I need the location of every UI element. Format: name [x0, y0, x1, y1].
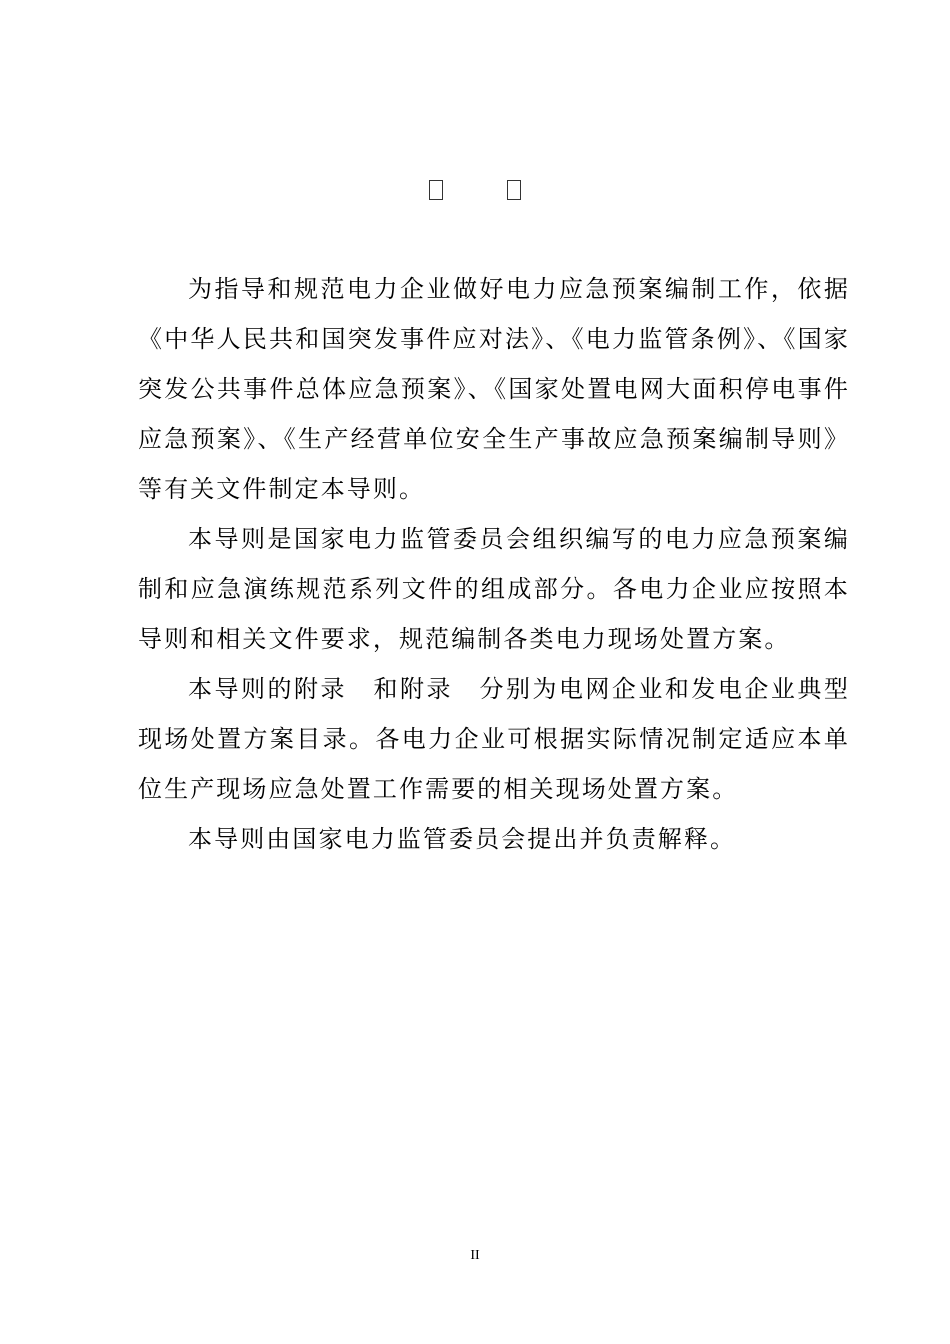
page-number: II: [470, 1248, 480, 1263]
paragraph-4: 本导则由国家电力监管委员会提出并负责解释。: [188, 825, 737, 853]
section-heading: [0, 176, 950, 204]
paragraph-1: 为指导和规范电力企业做好电力应急预案编制工作，依据《中华人民共和国突发事件应对法》、《电力监管条例》、《国家突发公共事件总体应急预案》、《国家处置电网大面积停电事件应急预案》、《生产经营单位安全生产事故应急预案编制导则》等有关文件制定本导则。: [138, 275, 850, 503]
heading-glyph-right: [507, 180, 521, 200]
heading-glyph-left: [429, 180, 443, 200]
paragraph-2: 本导则是国家电力监管委员会组织编写的电力应急预案编制和应急演练规范系列文件的组成部分。各电力企业应按照本导则和相关文件要求，规范编制各类电力现场处置方案。: [138, 525, 850, 653]
body-text: [138, 264, 850, 864]
paragraph-3: 本导则的附录 和附录 分别为电网企业和发电企业典型现场处置方案目录。各电力企业可根据实际情况制定适应本单位生产现场应急处置工作需要的相关现场处置方案。: [138, 675, 850, 803]
